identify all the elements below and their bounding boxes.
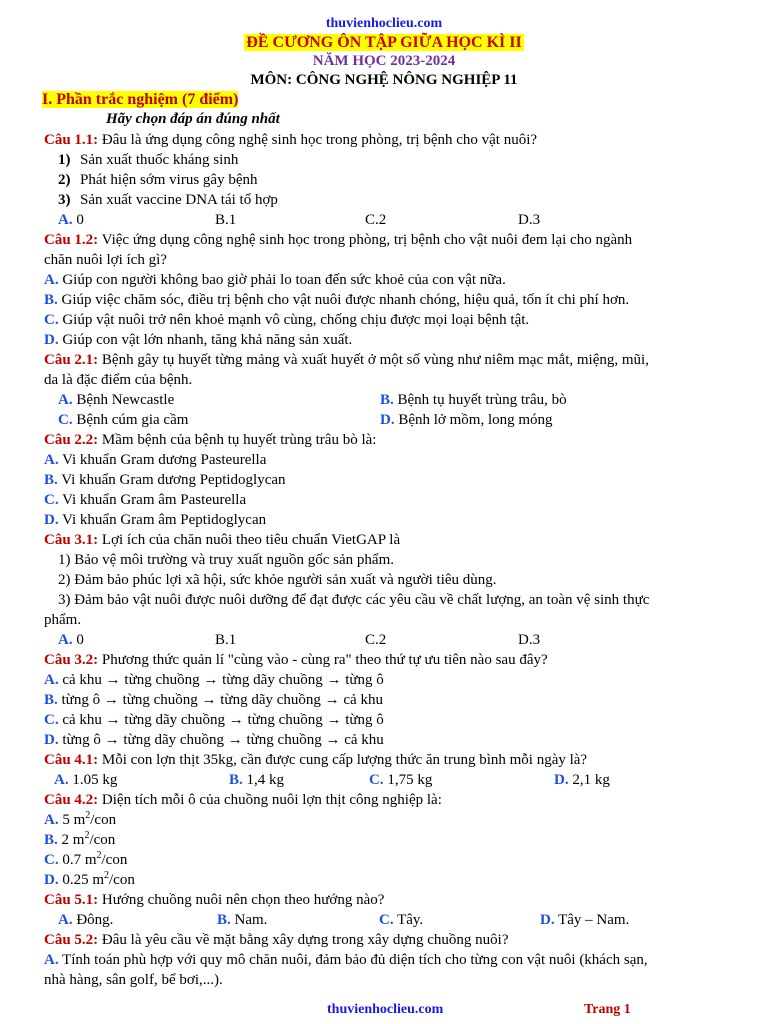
section-title-text: I. Phần trắc nghiệm (7 điểm) xyxy=(42,91,239,108)
option-unit: /con xyxy=(109,872,135,888)
option-unit: /con xyxy=(89,832,116,848)
option-letter: B. xyxy=(217,912,231,928)
answer-option xyxy=(58,910,217,930)
answer-option: C.2 xyxy=(365,212,387,228)
answer-option xyxy=(44,730,734,750)
option-letter: A. xyxy=(44,952,59,968)
answer-option xyxy=(379,910,540,930)
list-item xyxy=(44,170,734,190)
unit-exponent: 2 xyxy=(104,870,110,881)
question-text-continued: da là đặc điểm của bệnh. xyxy=(44,372,193,388)
option-letter: B. xyxy=(44,292,58,308)
list-item xyxy=(44,190,734,210)
answer-option xyxy=(44,850,734,870)
answer-option xyxy=(44,810,734,830)
unit-exponent: 2 xyxy=(85,810,91,821)
answer-option xyxy=(44,950,734,970)
answer-option xyxy=(44,830,734,850)
question-text: Đâu là yêu cầu về mặt bằng xây dựng trong xây dựng chuồng nuôi? xyxy=(98,932,509,948)
answer-option: B.1 xyxy=(215,632,237,648)
answer-option xyxy=(44,870,734,890)
unit-exponent: 2 xyxy=(96,850,102,861)
question-1-2 xyxy=(44,230,734,250)
question-text: Phương thức quản lí "cùng vào - cùng ra" theo thứ tự ưu tiên nào sau đây? xyxy=(98,652,548,668)
question-3-2 xyxy=(44,650,734,670)
answer-option xyxy=(44,670,734,690)
question-text: Bệnh gây tụ huyết từng mảng và xuất huyết ở một số vùng như niêm mạc mắt, miệng, mũi, xyxy=(98,352,649,368)
question-5-2 xyxy=(44,930,734,950)
question-label: Câu 3.2: xyxy=(44,652,99,668)
option-letter: A. xyxy=(44,672,59,688)
question-label: Câu 4.2: xyxy=(44,792,99,808)
option-letter: C. xyxy=(44,312,59,328)
option-text: Giúp con người không bao giờ phải lo toan đến sức khoẻ của con vật nữa. xyxy=(58,272,506,288)
option-text: Bệnh Newcastle xyxy=(72,392,175,408)
option-text: 1,4 kg xyxy=(242,772,285,788)
question-2-1 xyxy=(44,350,734,370)
option-letter: D. xyxy=(540,912,555,928)
item-number: 2) xyxy=(58,172,71,188)
question-label: Câu 2.1: xyxy=(44,352,99,368)
option-letter: B. xyxy=(44,472,58,488)
question-4-1 xyxy=(44,750,734,770)
question-text: Diện tích mỗi ô của chuồng nuôi lợn thịt công nghiệp là: xyxy=(98,792,442,808)
question-text: Mỗi con lợn thịt 35kg, cần được cung cấp lượng thức ăn trung bình mỗi ngày là? xyxy=(98,752,588,768)
list-item xyxy=(44,150,734,170)
answer-option xyxy=(44,470,734,490)
answer-option xyxy=(58,210,215,230)
answer-option: B.1 xyxy=(215,212,237,228)
answer-option-continued: nhà hàng, sân golf, bể bơi,...). xyxy=(44,972,223,988)
option-letter: A. xyxy=(44,272,59,288)
answer-option xyxy=(44,270,734,290)
section-title xyxy=(42,91,238,109)
item-text: Phát hiện sớm virus gây bệnh xyxy=(80,172,258,188)
option-letter: A. xyxy=(58,212,73,228)
option-text: Vi khuẩn Gram âm Pasteurella xyxy=(58,492,247,508)
option-text: 0.7 m xyxy=(58,852,97,868)
option-letter: B. xyxy=(44,832,58,848)
question-2-2 xyxy=(44,430,734,450)
question-label: Câu 1.2: xyxy=(44,232,99,248)
question-text: Mầm bệnh của bệnh tụ huyết trùng trâu bò là: xyxy=(98,432,377,448)
option-letter: A. xyxy=(44,452,59,468)
answer-option: D.3 xyxy=(518,212,541,228)
option-text: Tây. xyxy=(393,912,424,928)
answer-options xyxy=(44,410,734,430)
option-letter: C. xyxy=(58,412,73,428)
option-text: từng ô → từng chuồng → từng dãy chuồng → cả khu xyxy=(57,692,383,708)
question-5-1 xyxy=(44,890,734,910)
answer-option xyxy=(229,770,369,790)
item-number: 3) xyxy=(58,192,71,208)
item-text: Sản xuất vaccine DNA tái tổ hợp xyxy=(80,192,278,208)
question-1-1 xyxy=(44,130,734,150)
answer-options xyxy=(44,630,734,650)
option-text: cả khu → từng dãy chuồng → từng chuồng → từng ô xyxy=(58,712,384,728)
answer-option: C.2 xyxy=(365,632,387,648)
answer-option xyxy=(540,910,629,930)
option-text: Nam. xyxy=(230,912,268,928)
answer-option xyxy=(217,910,379,930)
option-letter: C. xyxy=(44,492,59,508)
answer-option xyxy=(44,450,734,470)
question-label: Câu 5.2: xyxy=(44,932,99,948)
answer-options xyxy=(44,390,734,410)
option-text: Tây – Nam. xyxy=(554,912,630,928)
option-letter: D. xyxy=(44,512,59,528)
unit-exponent: 2 xyxy=(84,830,90,841)
section-instruction: Hãy chọn đáp án đúng nhất xyxy=(106,111,280,127)
answer-option xyxy=(58,390,380,410)
option-text: 1.05 kg xyxy=(68,772,118,788)
option-letter: D. xyxy=(554,772,569,788)
footer-site-link[interactable]: thuvienhoclieu.com xyxy=(327,1002,444,1017)
answer-options xyxy=(44,210,734,230)
question-label: Câu 5.1: xyxy=(44,892,99,908)
option-text: Giúp việc chăm sóc, điều trị bệnh cho vật nuôi được nhanh chóng, hiệu quả, tốn ít chi phí hơn. xyxy=(57,292,630,308)
answer-option: D.3 xyxy=(518,632,541,648)
list-item: 3) Đảm bảo vật nuôi được nuôi dưỡng để đạt được các yêu cầu về chất lượng, an toàn vệ sinh thực xyxy=(58,592,650,608)
answer-option xyxy=(44,310,734,330)
question-text: Hướng chuồng nuôi nên chọn theo hướng nào? xyxy=(98,892,385,908)
answer-option xyxy=(44,330,734,350)
answer-option xyxy=(369,770,554,790)
answer-options xyxy=(44,770,734,790)
option-text: Tính toán phù hợp với quy mô chăn nuôi, đảm bảo đủ diện tích cho từng con vật nuôi (khách sạn, xyxy=(58,952,648,968)
option-text: Vi khuẩn Gram dương Peptidoglycan xyxy=(57,472,286,488)
subject-title: MÔN: CÔNG NGHỆ NÔNG NGHIỆP 11 xyxy=(250,72,518,88)
answer-option xyxy=(58,630,215,650)
question-text-continued: chăn nuôi lợi ích gì? xyxy=(44,252,167,268)
item-text: Sản xuất thuốc kháng sinh xyxy=(80,152,239,168)
item-number: 1) xyxy=(58,152,71,168)
header-site-link[interactable]: thuvienhoclieu.com xyxy=(325,16,443,31)
question-text: Việc ứng dụng công nghệ sinh học trong phòng, trị bệnh cho vật nuôi đem lại cho ngành xyxy=(98,232,633,248)
option-text: 2 m xyxy=(57,832,85,848)
question-3-1 xyxy=(44,530,734,550)
question-4-2 xyxy=(44,790,734,810)
answer-option xyxy=(380,410,553,430)
option-letter: D. xyxy=(380,412,395,428)
option-letter: C. xyxy=(379,912,394,928)
answer-option xyxy=(380,390,567,410)
option-unit: /con xyxy=(90,812,117,828)
option-text: 1,75 kg xyxy=(383,772,433,788)
option-text: 2,1 kg xyxy=(568,772,610,788)
option-letter: A. xyxy=(44,812,59,828)
option-text: 0.25 m xyxy=(58,872,105,888)
option-text: 0 xyxy=(72,212,84,228)
school-year: NĂM HỌC 2023-2024 xyxy=(312,53,456,69)
answer-option xyxy=(44,690,734,710)
question-label: Câu 3.1: xyxy=(44,532,99,548)
option-text: Bệnh lở mồm, long móng xyxy=(394,412,553,428)
option-unit: /con xyxy=(101,852,128,868)
answer-option xyxy=(58,410,380,430)
option-letter: A. xyxy=(58,912,73,928)
answer-option xyxy=(44,490,734,510)
option-letter: D. xyxy=(44,872,59,888)
document-title-text: ĐỀ CƯƠNG ÔN TẬP GIỮA HỌC KÌ II xyxy=(246,34,522,51)
document-title xyxy=(0,34,768,52)
question-text: Lợi ích của chăn nuôi theo tiêu chuẩn VietGAP là xyxy=(98,532,401,548)
option-text: Đông. xyxy=(72,912,114,928)
answer-option xyxy=(54,770,229,790)
option-letter: B. xyxy=(229,772,243,788)
answer-options xyxy=(44,910,734,930)
option-letter: A. xyxy=(58,392,73,408)
list-item: 1) Bảo vệ môi trường và truy xuất nguồn gốc sản phẩm. xyxy=(58,552,394,568)
option-text: Bệnh cúm gia cầm xyxy=(72,412,189,428)
answer-option xyxy=(44,290,734,310)
question-label: Câu 2.2: xyxy=(44,432,99,448)
option-letter: D. xyxy=(44,732,59,748)
option-text: Vi khuẩn Gram dương Pasteurella xyxy=(58,452,267,468)
option-text: cả khu → từng chuồng → từng dãy chuồng → từng ô xyxy=(58,672,384,688)
option-text: 0 xyxy=(72,632,84,648)
option-letter: B. xyxy=(380,392,394,408)
question-text: Đâu là ứng dụng công nghệ sinh học trong phòng, trị bệnh cho vật nuôi? xyxy=(98,132,538,148)
option-letter: C. xyxy=(44,712,59,728)
list-item-continued: phẩm. xyxy=(44,612,82,628)
option-text: Giúp vật nuôi trở nên khoẻ mạnh vô cùng, chống chịu được mọi loại bệnh tật. xyxy=(58,312,530,328)
option-text: Bệnh tụ huyết trùng trâu, bò xyxy=(393,392,567,408)
option-text: 5 m xyxy=(58,812,86,828)
option-letter: A. xyxy=(58,632,73,648)
option-text: từng ô → từng dãy chuồng → từng chuồng → cả khu xyxy=(58,732,384,748)
question-label: Câu 4.1: xyxy=(44,752,99,768)
answer-option xyxy=(44,710,734,730)
option-letter: B. xyxy=(44,692,58,708)
page-number: Trang 1 xyxy=(584,1002,631,1017)
answer-option xyxy=(554,770,610,790)
option-text: Giúp con vật lớn nhanh, tăng khả năng sản xuất. xyxy=(58,332,353,348)
option-letter: A. xyxy=(54,772,69,788)
question-label: Câu 1.1: xyxy=(44,132,99,148)
list-item: 2) Đảm bảo phúc lợi xã hội, sức khỏe người sản xuất và người tiêu dùng. xyxy=(58,572,497,588)
question-list xyxy=(44,130,734,990)
option-letter: C. xyxy=(369,772,384,788)
option-text: Vi khuẩn Gram âm Peptidoglycan xyxy=(58,512,267,528)
option-letter: D. xyxy=(44,332,59,348)
answer-option xyxy=(44,510,734,530)
option-letter: C. xyxy=(44,852,59,868)
